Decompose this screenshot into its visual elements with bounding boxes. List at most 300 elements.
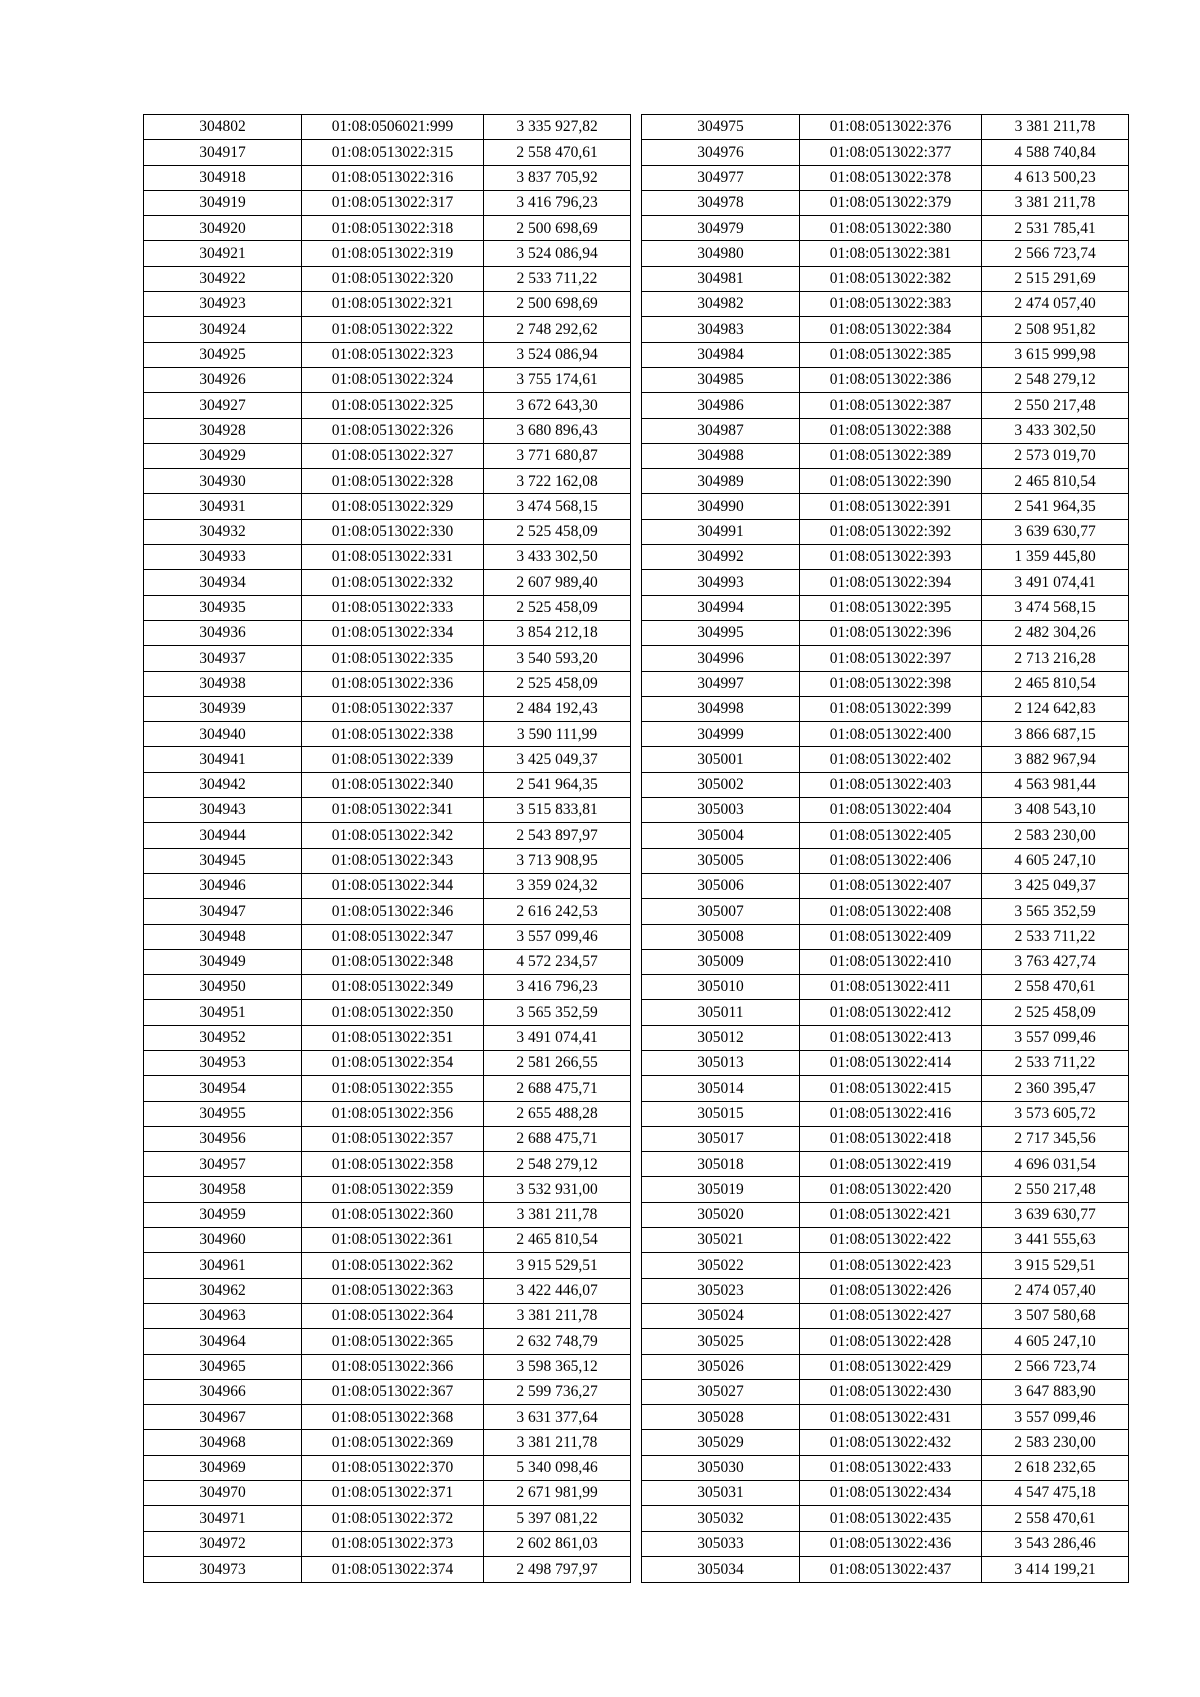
cadastral-number-cell: 01:08:0513022:404: [800, 798, 982, 823]
row-number-cell: 304944: [144, 823, 302, 848]
row-number-cell: 304948: [144, 924, 302, 949]
row-number-cell: 304802: [144, 115, 302, 140]
value-cell: 3 854 212,18: [484, 620, 631, 645]
row-number-cell: 304947: [144, 899, 302, 924]
value-cell: 2 558 470,61: [982, 1506, 1129, 1531]
value-cell: 2 531 785,41: [982, 216, 1129, 241]
value-cell: 2 558 470,61: [484, 140, 631, 165]
cadastral-number-cell: 01:08:0513022:328: [302, 469, 484, 494]
value-cell: 2 543 897,97: [484, 823, 631, 848]
value-cell: 3 524 086,94: [484, 241, 631, 266]
cadastral-number-cell: 01:08:0513022:402: [800, 747, 982, 772]
value-cell: 3 573 605,72: [982, 1101, 1129, 1126]
value-cell: 4 613 500,23: [982, 165, 1129, 190]
value-cell: 3 672 643,30: [484, 393, 631, 418]
cadastral-number-cell: 01:08:0513022:403: [800, 772, 982, 797]
cadastral-number-cell: 01:08:0513022:364: [302, 1303, 484, 1328]
value-cell: 2 566 723,74: [982, 241, 1129, 266]
cadastral-number-cell: 01:08:0513022:392: [800, 519, 982, 544]
value-cell: 2 602 861,03: [484, 1531, 631, 1556]
row-number-cell: 305014: [642, 1076, 800, 1101]
value-cell: 3 882 967,94: [982, 747, 1129, 772]
row-number-cell: 304928: [144, 418, 302, 443]
value-cell: 2 533 711,22: [484, 266, 631, 291]
value-cell: 2 548 279,12: [982, 367, 1129, 392]
value-cell: 2 474 057,40: [982, 1278, 1129, 1303]
cadastral-number-cell: 01:08:0513022:350: [302, 1000, 484, 1025]
value-cell: 2 500 698,69: [484, 216, 631, 241]
table-row: [144, 165, 631, 190]
value-cell: 3 425 049,37: [484, 747, 631, 772]
table-row: [144, 1000, 631, 1025]
row-number-cell: 304960: [144, 1228, 302, 1253]
value-cell: 3 381 211,78: [484, 1303, 631, 1328]
value-cell: 2 688 475,71: [484, 1126, 631, 1151]
table-left: [143, 114, 631, 1583]
table-row: [144, 1455, 631, 1480]
value-cell: 3 433 302,50: [982, 418, 1129, 443]
table-row: [144, 1126, 631, 1151]
cadastral-number-cell: 01:08:0513022:323: [302, 342, 484, 367]
row-number-cell: 304985: [642, 367, 800, 392]
row-number-cell: 305009: [642, 949, 800, 974]
row-number-cell: 304955: [144, 1101, 302, 1126]
row-number-cell: 304934: [144, 570, 302, 595]
table-row: [642, 798, 1129, 823]
value-cell: 2 671 981,99: [484, 1481, 631, 1506]
value-cell: 2 484 192,43: [484, 696, 631, 721]
table-row: [144, 1228, 631, 1253]
row-number-cell: 304932: [144, 519, 302, 544]
row-number-cell: 304998: [642, 696, 800, 721]
row-number-cell: 304999: [642, 722, 800, 747]
row-number-cell: 304983: [642, 317, 800, 342]
row-number-cell: 304927: [144, 393, 302, 418]
value-cell: 3 565 352,59: [484, 1000, 631, 1025]
cadastral-number-cell: 01:08:0513022:381: [800, 241, 982, 266]
row-number-cell: 304952: [144, 1025, 302, 1050]
value-cell: 3 540 593,20: [484, 646, 631, 671]
table-row: [642, 570, 1129, 595]
value-cell: 3 557 099,46: [982, 1025, 1129, 1050]
cadastral-number-cell: 01:08:0513022:421: [800, 1202, 982, 1227]
cadastral-number-cell: 01:08:0513022:358: [302, 1152, 484, 1177]
value-cell: 2 548 279,12: [484, 1152, 631, 1177]
row-number-cell: 305031: [642, 1481, 800, 1506]
table-row: [642, 620, 1129, 645]
row-number-cell: 305012: [642, 1025, 800, 1050]
table-row: [144, 798, 631, 823]
row-number-cell: 304965: [144, 1354, 302, 1379]
cadastral-number-cell: 01:08:0513022:371: [302, 1481, 484, 1506]
value-cell: 2 616 242,53: [484, 899, 631, 924]
row-number-cell: 304957: [144, 1152, 302, 1177]
table-row: [144, 570, 631, 595]
value-cell: 3 565 352,59: [982, 899, 1129, 924]
value-cell: 3 915 529,51: [484, 1253, 631, 1278]
value-cell: 3 837 705,92: [484, 165, 631, 190]
table-row: [642, 1430, 1129, 1455]
row-number-cell: 304988: [642, 443, 800, 468]
table-row: [642, 1379, 1129, 1404]
table-row: [144, 1101, 631, 1126]
row-number-cell: 304993: [642, 570, 800, 595]
value-cell: 3 755 174,61: [484, 367, 631, 392]
table-row: [642, 1531, 1129, 1556]
value-cell: 3 441 555,63: [982, 1228, 1129, 1253]
table-row: [642, 1152, 1129, 1177]
value-cell: 2 124 642,83: [982, 696, 1129, 721]
row-number-cell: 304964: [144, 1329, 302, 1354]
cadastral-number-cell: 01:08:0513022:365: [302, 1329, 484, 1354]
row-number-cell: 304959: [144, 1202, 302, 1227]
cadastral-number-cell: 01:08:0513022:408: [800, 899, 982, 924]
table-row: [642, 1556, 1129, 1582]
value-cell: 3 491 074,41: [484, 1025, 631, 1050]
cadastral-number-cell: 01:08:0513022:320: [302, 266, 484, 291]
value-cell: 3 474 568,15: [982, 595, 1129, 620]
cadastral-number-cell: 01:08:0513022:318: [302, 216, 484, 241]
cadastral-number-cell: 01:08:0513022:397: [800, 646, 982, 671]
value-cell: 3 557 099,46: [982, 1405, 1129, 1430]
value-cell: 2 713 216,28: [982, 646, 1129, 671]
table-row: [144, 367, 631, 392]
row-number-cell: 305030: [642, 1455, 800, 1480]
cadastral-number-cell: 01:08:0513022:322: [302, 317, 484, 342]
value-cell: 2 500 698,69: [484, 292, 631, 317]
table-row: [144, 1177, 631, 1202]
value-cell: 2 474 057,40: [982, 292, 1129, 317]
table-row: [642, 1126, 1129, 1151]
table-row: [642, 1405, 1129, 1430]
table-row: [642, 696, 1129, 721]
cadastral-number-cell: 01:08:0513022:369: [302, 1430, 484, 1455]
table-row: [642, 1329, 1129, 1354]
value-cell: 3 771 680,87: [484, 443, 631, 468]
cadastral-number-cell: 01:08:0513022:342: [302, 823, 484, 848]
table-row: [144, 216, 631, 241]
table-row: [144, 1278, 631, 1303]
value-cell: 3 359 024,32: [484, 873, 631, 898]
table-row: [144, 317, 631, 342]
row-number-cell: 305029: [642, 1430, 800, 1455]
table-row: [642, 722, 1129, 747]
value-cell: 2 632 748,79: [484, 1329, 631, 1354]
value-cell: 3 414 199,21: [982, 1556, 1129, 1582]
table-row: [144, 519, 631, 544]
row-number-cell: 305020: [642, 1202, 800, 1227]
cadastral-number-cell: 01:08:0513022:383: [800, 292, 982, 317]
value-cell: 3 422 446,07: [484, 1278, 631, 1303]
value-cell: 2 748 292,62: [484, 317, 631, 342]
table-row: [144, 418, 631, 443]
table-row: [144, 1202, 631, 1227]
value-cell: 5 397 081,22: [484, 1506, 631, 1531]
row-number-cell: 304969: [144, 1455, 302, 1480]
cadastral-number-cell: 01:08:0513022:395: [800, 595, 982, 620]
table-row: [144, 924, 631, 949]
cadastral-number-cell: 01:08:0513022:431: [800, 1405, 982, 1430]
row-number-cell: 304987: [642, 418, 800, 443]
cadastral-number-cell: 01:08:0513022:327: [302, 443, 484, 468]
cadastral-number-cell: 01:08:0513022:357: [302, 1126, 484, 1151]
table-row: [642, 772, 1129, 797]
row-number-cell: 305025: [642, 1329, 800, 1354]
table-row: [642, 519, 1129, 544]
value-cell: 3 631 377,64: [484, 1405, 631, 1430]
row-number-cell: 304923: [144, 292, 302, 317]
row-number-cell: 304972: [144, 1531, 302, 1556]
row-number-cell: 304984: [642, 342, 800, 367]
row-number-cell: 304973: [144, 1556, 302, 1582]
table-row: [642, 367, 1129, 392]
value-cell: 3 381 211,78: [982, 115, 1129, 140]
table-row: [144, 1152, 631, 1177]
table-row: [144, 393, 631, 418]
row-number-cell: 304919: [144, 190, 302, 215]
cadastral-number-cell: 01:08:0506021:999: [302, 115, 484, 140]
value-cell: 3 381 211,78: [484, 1430, 631, 1455]
value-cell: 3 763 427,74: [982, 949, 1129, 974]
table-row: [642, 823, 1129, 848]
cadastral-number-cell: 01:08:0513022:366: [302, 1354, 484, 1379]
cadastral-number-cell: 01:08:0513022:432: [800, 1430, 982, 1455]
row-number-cell: 304966: [144, 1379, 302, 1404]
table-row: [642, 1303, 1129, 1328]
value-cell: 4 605 247,10: [982, 848, 1129, 873]
table-row: [144, 140, 631, 165]
row-number-cell: 304945: [144, 848, 302, 873]
value-cell: 2 508 951,82: [982, 317, 1129, 342]
cadastral-number-cell: 01:08:0513022:349: [302, 975, 484, 1000]
cadastral-number-cell: 01:08:0513022:317: [302, 190, 484, 215]
value-cell: 2 607 989,40: [484, 570, 631, 595]
value-cell: 3 416 796,23: [484, 975, 631, 1000]
table-row: [144, 696, 631, 721]
cadastral-number-cell: 01:08:0513022:377: [800, 140, 982, 165]
table-row: [642, 266, 1129, 291]
cadastral-number-cell: 01:08:0513022:393: [800, 545, 982, 570]
table-row: [642, 393, 1129, 418]
cadastral-number-cell: 01:08:0513022:437: [800, 1556, 982, 1582]
cadastral-number-cell: 01:08:0513022:339: [302, 747, 484, 772]
cadastral-number-cell: 01:08:0513022:335: [302, 646, 484, 671]
cadastral-number-cell: 01:08:0513022:354: [302, 1050, 484, 1075]
table-row: [642, 1253, 1129, 1278]
table-row: [144, 1481, 631, 1506]
cadastral-number-cell: 01:08:0513022:387: [800, 393, 982, 418]
row-number-cell: 305010: [642, 975, 800, 1000]
row-number-cell: 305026: [642, 1354, 800, 1379]
cadastral-number-cell: 01:08:0513022:411: [800, 975, 982, 1000]
cadastral-number-cell: 01:08:0513022:319: [302, 241, 484, 266]
row-number-cell: 304942: [144, 772, 302, 797]
value-cell: 3 866 687,15: [982, 722, 1129, 747]
table-row: [144, 292, 631, 317]
value-cell: 3 615 999,98: [982, 342, 1129, 367]
cadastral-number-cell: 01:08:0513022:420: [800, 1177, 982, 1202]
cadastral-number-cell: 01:08:0513022:434: [800, 1481, 982, 1506]
table-row: [642, 342, 1129, 367]
cadastral-number-cell: 01:08:0513022:433: [800, 1455, 982, 1480]
row-number-cell: 304924: [144, 317, 302, 342]
value-cell: 3 381 211,78: [982, 190, 1129, 215]
row-number-cell: 305023: [642, 1278, 800, 1303]
value-cell: 3 590 111,99: [484, 722, 631, 747]
value-cell: 2 525 458,09: [484, 671, 631, 696]
table-row: [144, 949, 631, 974]
value-cell: 3 433 302,50: [484, 545, 631, 570]
table-row: [144, 1253, 631, 1278]
value-cell: 2 558 470,61: [982, 975, 1129, 1000]
row-number-cell: 305008: [642, 924, 800, 949]
value-cell: 2 618 232,65: [982, 1455, 1129, 1480]
row-number-cell: 304954: [144, 1076, 302, 1101]
cadastral-number-cell: 01:08:0513022:422: [800, 1228, 982, 1253]
row-number-cell: 305021: [642, 1228, 800, 1253]
cadastral-number-cell: 01:08:0513022:406: [800, 848, 982, 873]
value-cell: 3 713 908,95: [484, 848, 631, 873]
table-row: [144, 620, 631, 645]
row-number-cell: 304935: [144, 595, 302, 620]
row-number-cell: 304941: [144, 747, 302, 772]
value-cell: 3 416 796,23: [484, 190, 631, 215]
table-row: [144, 545, 631, 570]
cadastral-number-cell: 01:08:0513022:356: [302, 1101, 484, 1126]
table-row: [642, 241, 1129, 266]
value-cell: 4 572 234,57: [484, 949, 631, 974]
table-row: [144, 646, 631, 671]
row-number-cell: 304981: [642, 266, 800, 291]
value-cell: 2 525 458,09: [982, 1000, 1129, 1025]
table-row: [642, 1228, 1129, 1253]
cadastral-number-cell: 01:08:0513022:321: [302, 292, 484, 317]
table-row: [144, 342, 631, 367]
row-number-cell: 304918: [144, 165, 302, 190]
table-row: [144, 1430, 631, 1455]
value-cell: 2 533 711,22: [982, 1050, 1129, 1075]
row-number-cell: 304929: [144, 443, 302, 468]
row-number-cell: 305018: [642, 1152, 800, 1177]
table-row: [642, 975, 1129, 1000]
cadastral-number-cell: 01:08:0513022:334: [302, 620, 484, 645]
cadastral-number-cell: 01:08:0513022:391: [800, 494, 982, 519]
row-number-cell: 305003: [642, 798, 800, 823]
value-cell: 2 583 230,00: [982, 823, 1129, 848]
table-row: [144, 266, 631, 291]
value-cell: 3 408 543,10: [982, 798, 1129, 823]
table-row: [642, 443, 1129, 468]
row-number-cell: 304962: [144, 1278, 302, 1303]
cadastral-number-cell: 01:08:0513022:410: [800, 949, 982, 974]
table-row: [642, 899, 1129, 924]
table-row: [642, 140, 1129, 165]
table-row: [642, 1025, 1129, 1050]
table-row: [144, 1025, 631, 1050]
cadastral-number-cell: 01:08:0513022:315: [302, 140, 484, 165]
row-number-cell: 304986: [642, 393, 800, 418]
cadastral-number-cell: 01:08:0513022:333: [302, 595, 484, 620]
row-number-cell: 304926: [144, 367, 302, 392]
cadastral-number-cell: 01:08:0513022:394: [800, 570, 982, 595]
row-number-cell: 304946: [144, 873, 302, 898]
cadastral-number-cell: 01:08:0513022:338: [302, 722, 484, 747]
table-row: [642, 1050, 1129, 1075]
cadastral-number-cell: 01:08:0513022:390: [800, 469, 982, 494]
value-cell: 2 541 964,35: [982, 494, 1129, 519]
cadastral-number-cell: 01:08:0513022:418: [800, 1126, 982, 1151]
table-row: [144, 747, 631, 772]
table-row: [642, 1202, 1129, 1227]
cadastral-number-cell: 01:08:0513022:415: [800, 1076, 982, 1101]
row-number-cell: 304963: [144, 1303, 302, 1328]
cadastral-number-cell: 01:08:0513022:435: [800, 1506, 982, 1531]
cadastral-number-cell: 01:08:0513022:413: [800, 1025, 982, 1050]
row-number-cell: 304936: [144, 620, 302, 645]
value-cell: 2 482 304,26: [982, 620, 1129, 645]
value-cell: 3 915 529,51: [982, 1253, 1129, 1278]
value-cell: 3 491 074,41: [982, 570, 1129, 595]
table-row: [144, 595, 631, 620]
table-row: [144, 494, 631, 519]
value-cell: 2 573 019,70: [982, 443, 1129, 468]
cadastral-number-cell: 01:08:0513022:414: [800, 1050, 982, 1075]
row-number-cell: 305002: [642, 772, 800, 797]
cadastral-number-cell: 01:08:0513022:386: [800, 367, 982, 392]
cadastral-number-cell: 01:08:0513022:416: [800, 1101, 982, 1126]
value-cell: 3 532 931,00: [484, 1177, 631, 1202]
table-row: [642, 190, 1129, 215]
value-cell: 4 696 031,54: [982, 1152, 1129, 1177]
value-cell: 2 465 810,54: [982, 469, 1129, 494]
cadastral-number-cell: 01:08:0513022:316: [302, 165, 484, 190]
row-number-cell: 304989: [642, 469, 800, 494]
table-row: [642, 671, 1129, 696]
row-number-cell: 304938: [144, 671, 302, 696]
cadastral-number-cell: 01:08:0513022:332: [302, 570, 484, 595]
table-row: [144, 772, 631, 797]
row-number-cell: 305022: [642, 1253, 800, 1278]
row-number-cell: 305028: [642, 1405, 800, 1430]
cadastral-number-cell: 01:08:0513022:341: [302, 798, 484, 823]
cadastral-number-cell: 01:08:0513022:355: [302, 1076, 484, 1101]
table-row: [642, 418, 1129, 443]
row-number-cell: 305024: [642, 1303, 800, 1328]
value-cell: 2 550 217,48: [982, 1177, 1129, 1202]
value-cell: 2 599 736,27: [484, 1379, 631, 1404]
cadastral-number-cell: 01:08:0513022:346: [302, 899, 484, 924]
value-cell: 2 533 711,22: [982, 924, 1129, 949]
cadastral-number-cell: 01:08:0513022:331: [302, 545, 484, 570]
value-cell: 2 360 395,47: [982, 1076, 1129, 1101]
cadastral-number-cell: 01:08:0513022:362: [302, 1253, 484, 1278]
cadastral-number-cell: 01:08:0513022:428: [800, 1329, 982, 1354]
cadastral-number-cell: 01:08:0513022:326: [302, 418, 484, 443]
value-cell: 4 605 247,10: [982, 1329, 1129, 1354]
row-number-cell: 304951: [144, 1000, 302, 1025]
row-number-cell: 305011: [642, 1000, 800, 1025]
row-number-cell: 304917: [144, 140, 302, 165]
row-number-cell: 304990: [642, 494, 800, 519]
cadastral-number-cell: 01:08:0513022:344: [302, 873, 484, 898]
table-row: [642, 494, 1129, 519]
cadastral-number-cell: 01:08:0513022:324: [302, 367, 484, 392]
value-cell: 3 722 162,08: [484, 469, 631, 494]
value-cell: 3 507 580,68: [982, 1303, 1129, 1328]
row-number-cell: 304997: [642, 671, 800, 696]
cadastral-number-cell: 01:08:0513022:385: [800, 342, 982, 367]
row-number-cell: 304940: [144, 722, 302, 747]
